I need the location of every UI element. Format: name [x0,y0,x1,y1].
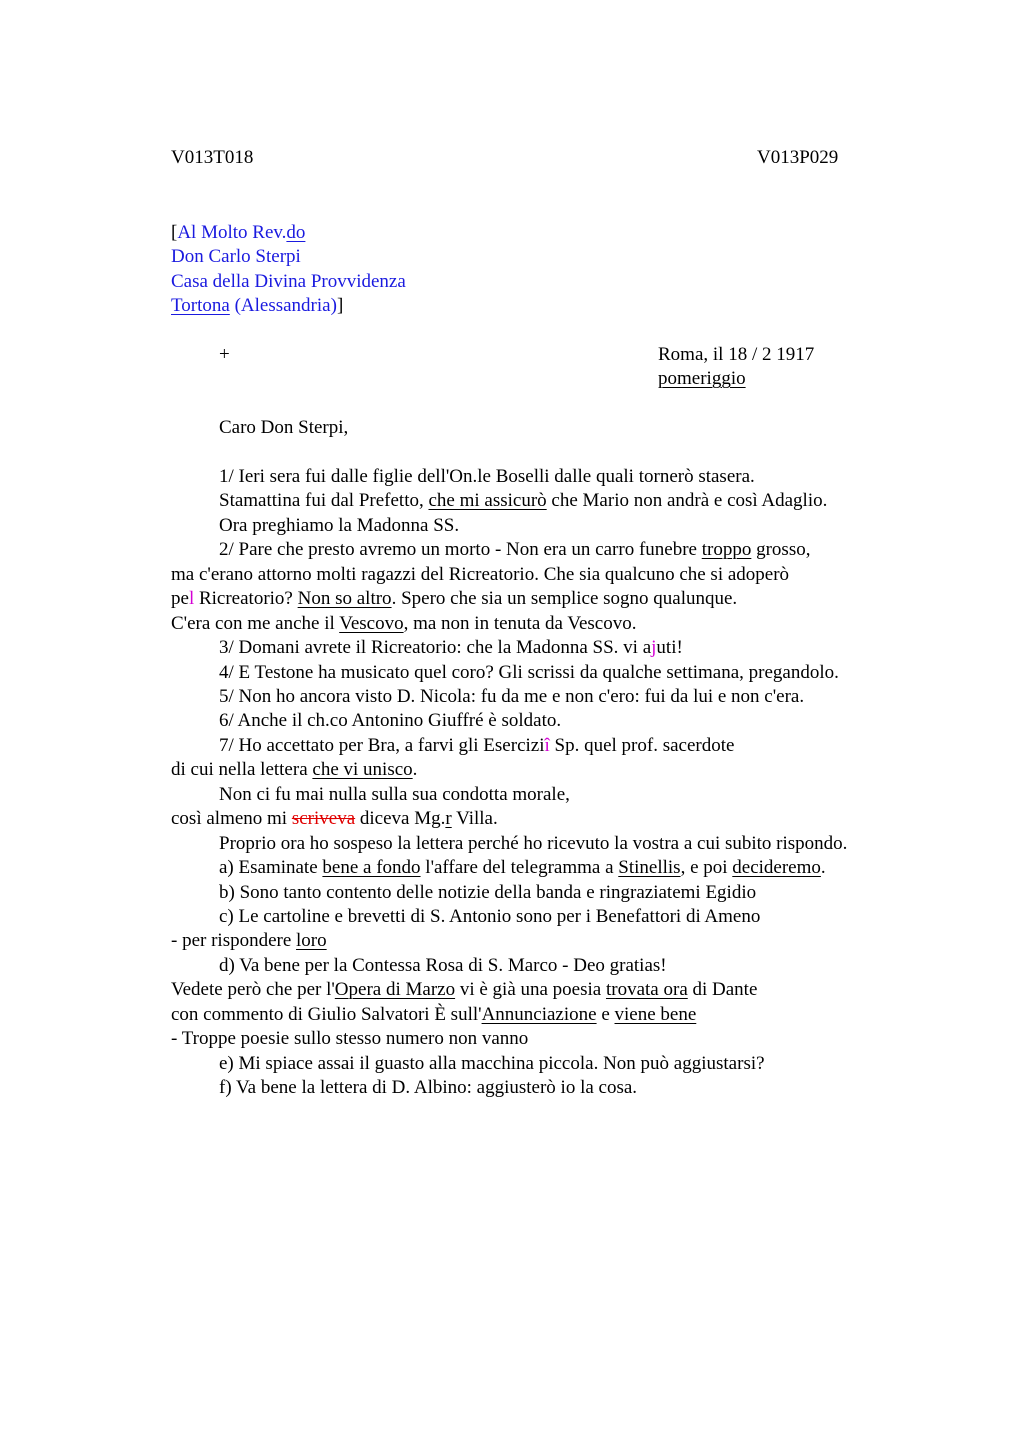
underlined-text: troppo [701,539,752,560]
body-line [219,636,683,660]
text-segment: Sp. quel prof. sacerdote [549,735,735,756]
underlined-text: Annunciazione [481,1004,597,1025]
body-line: b) Sono tanto contento delle notizie della banda e ringraziatemi Egidio [219,882,757,903]
body-line: 5/ Non ho ancora visto D. Nicola: fu da me e non c'ero: fui da lui e non c'era. [219,686,805,707]
underlined-text: decideremo [732,857,821,878]
body-line [171,587,737,611]
text-segment: l'affare del telegramma a [420,857,619,878]
text-segment: così almeno mi [171,808,292,829]
body-line: Non ci fu mai nulla sulla sua condotta morale, [219,784,570,805]
text-segment: vi è già una poesia [455,979,606,1000]
text-segment: . [412,759,418,780]
time-of-day [658,367,746,391]
text-segment: 2/ Pare che presto avremo un morto - Non era un carro funebre [219,539,702,560]
text-segment: che Mario non andrà e così Adaglio. [546,490,828,511]
document-code-right: V013P029 [757,147,839,168]
underlined-text: Non so altro [297,588,392,609]
body-line [171,758,417,782]
inserted-letter: j [651,637,657,658]
body-line [219,734,734,758]
body-line: 1/ Ieri sera fui dalle figlie dell'On.le Boselli dalle quali tornerò stasera. [219,466,755,487]
underlined-text: che mi assicurò [428,490,547,511]
text-segment: Ricreatorio? [194,588,298,609]
inserted-letter: î [544,735,550,756]
bracket-close: ] [336,295,344,316]
body-line: c) Le cartoline e brevetti di S. Antonio sono per i Benefattori di Ameno [219,906,761,927]
address-title: Al Molto Rev. [177,222,287,243]
body-line: f) Va bene la lettera di D. Albino: aggiusterò io la cosa. [219,1077,638,1098]
body-line: Ora preghiamo la Madonna SS. [219,515,460,536]
underlined-text: loro [296,930,327,951]
body-line: e) Mi spiace assai il guasto alla macchina piccola. Non può aggiustarsi? [219,1053,765,1074]
text-segment: . [820,857,826,878]
text-segment: diceva Mg. [355,808,446,829]
place-date: Roma, il 18 / 2 1917 [658,344,815,365]
text-segment: Stamattina fui dal Prefetto, [219,490,429,511]
body-line [171,807,498,831]
underlined-text: r [445,808,452,829]
time-of-day-text: pomeriggio [658,368,746,389]
body-line [219,489,827,513]
inserted-letter: l [188,588,195,609]
address-city: Tortona [171,295,230,316]
text-segment: 3/ Domani avrete il Ricreatorio: che la Madonna SS. vi a [219,637,652,658]
text-segment: Vedete però che per l' [171,979,335,1000]
body-line [171,1003,696,1027]
underlined-text: viene bene [614,1004,697,1025]
bracket-open: [ [171,222,178,243]
underlined-text: bene a fondo [322,857,421,878]
text-segment: uti! [656,637,683,658]
text-segment: pe [171,588,189,609]
document-code-left: V013T018 [171,147,254,168]
text-segment: , e poi [680,857,733,878]
text-segment: di Dante [687,979,758,1000]
body-line: - Troppe poesie sullo stesso numero non vanno [171,1028,529,1049]
underlined-text: Stinellis [618,857,681,878]
text-segment: grosso, [751,539,811,560]
text-segment: e [596,1004,615,1025]
text-segment: di cui nella lettera [171,759,313,780]
text-segment: con commento di Giulio Salvatori È sull' [171,1004,482,1025]
text-segment: . Spero che sia un semplice sogno qualunque. [391,588,738,609]
underlined-text: Opera di Marzo [334,979,456,1000]
body-line [219,856,826,880]
address-line-2: Don Carlo Sterpi [171,246,301,267]
address-title-superscript: do [286,222,306,243]
text-segment: a) Esaminate [219,857,323,878]
deleted-text: scriveva [291,808,356,829]
address-line-4 [171,294,343,318]
body-line [171,978,757,1002]
underlined-text: che vi unisco [312,759,413,780]
address-province: (Alessandria) [229,295,337,316]
body-line: d) Va bene per la Contessa Rosa di S. Marco - Deo gratias! [219,955,667,976]
address-line-3: Casa della Divina Provvidenza [171,271,406,292]
address-line-1 [171,221,305,245]
body-line: ma c'erano attorno molti ragazzi del Ricreatorio. Che sia qualcuno che si adoperò [171,564,790,585]
body-line [171,929,327,953]
text-segment: Villa. [451,808,498,829]
salutation: Caro Don Sterpi, [219,417,349,438]
underlined-text: trovata ora [605,979,688,1000]
body-line [171,612,636,636]
underlined-text: Vescovo [339,613,404,634]
cross-symbol: + [219,344,230,365]
text-segment: 7/ Ho accettato per Bra, a farvi gli Esercizi [219,735,545,756]
text-segment: - per rispondere [171,930,297,951]
body-line: 6/ Anche il ch.co Antonino Giuffré è soldato. [219,710,562,731]
text-segment: , ma non in tenuta da Vescovo. [403,613,637,634]
text-segment: C'era con me anche il [171,613,340,634]
body-line: Proprio ora ho sospeso la lettera perché ho ricevuto la vostra a cui subito rispondo. [219,833,848,854]
body-line: 4/ E Testone ha musicato quel coro? Gli scrissi da qualche settimana, pregandolo. [219,662,839,683]
body-line [219,538,810,562]
